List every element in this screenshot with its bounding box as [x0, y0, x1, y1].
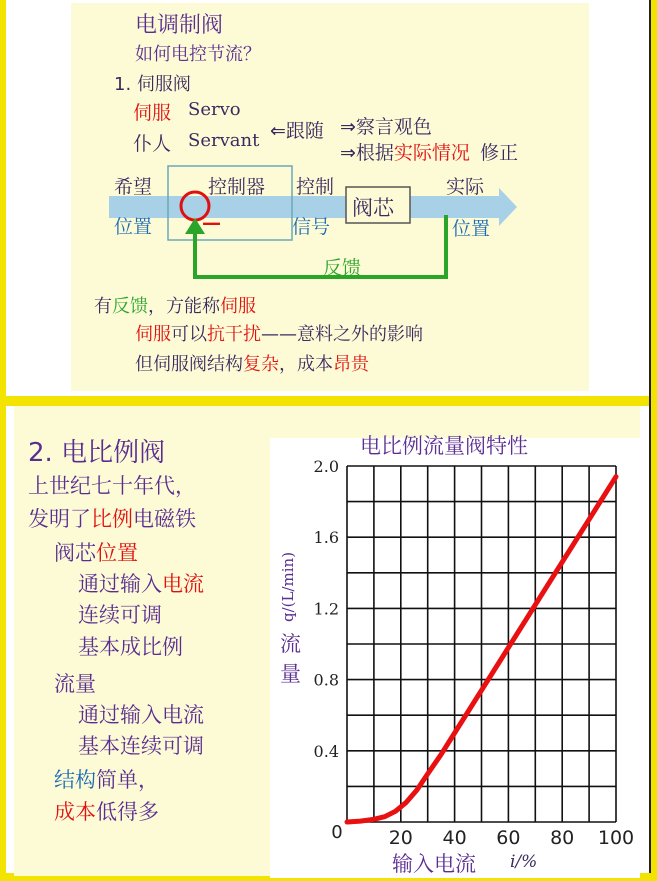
line2-red: 比例	[91, 507, 133, 531]
x-tick-label: 60	[496, 827, 521, 849]
y-label-unit: q/(L/min)	[279, 551, 297, 622]
note3-red: 复杂	[243, 354, 279, 375]
observe-text: ⇒察言观色	[340, 116, 432, 138]
label-signal: 信号	[292, 216, 331, 238]
label-minus: —	[202, 212, 221, 234]
x-label-unit: i/%	[510, 852, 538, 872]
note2-red: 伺服	[135, 324, 171, 345]
origin-label: 0	[331, 822, 343, 843]
section-title: 电调制阀	[135, 13, 224, 38]
spool-pre: 阀芯	[54, 541, 96, 565]
note3-pre: 但伺服阀结构	[135, 354, 243, 375]
struct-post: 简单，	[96, 768, 159, 792]
flow-item-2: 基本连续可调	[78, 734, 204, 758]
s1-pre: 通过输入	[78, 572, 162, 596]
adjust-highlight: 实际情况	[393, 142, 470, 164]
item-servo-valve: 1. 伺服阀	[114, 74, 191, 95]
label-control: 控制	[296, 176, 335, 198]
note3-red2: 昂贵	[333, 354, 369, 375]
servant-en: Servant	[188, 130, 260, 151]
label-actual: 实际	[446, 176, 485, 198]
x-tick-label: 40	[442, 827, 467, 849]
servo-en: Servo	[188, 99, 241, 120]
note2-mid: 可以	[171, 324, 207, 345]
y-tick-label: 0.4	[313, 741, 339, 761]
chart-title: 电比例流量阀特性	[360, 434, 528, 458]
label-desire: 希望	[114, 176, 153, 198]
adjust-pre: ⇒根据	[340, 142, 394, 164]
y-tick-label: 1.2	[313, 599, 339, 619]
flow-item-1: 通过输入电流	[78, 703, 204, 727]
note1-pre: 有	[94, 296, 112, 317]
label-position-out: 位置	[452, 218, 491, 240]
follow-text: ⇐跟随	[270, 120, 324, 142]
label-position-in: 位置	[114, 216, 153, 238]
flow-heading: 流量	[54, 672, 96, 696]
line-seventies: 上世纪七十年代，	[28, 474, 196, 498]
label-feedback: 反馈	[323, 257, 362, 279]
y-label-cn-1: 流	[280, 632, 301, 656]
spool-item-3: 基本成比例	[78, 635, 183, 659]
note1-green: 反馈	[112, 296, 148, 317]
s1-red: 电流	[162, 572, 204, 596]
note1-mid: ，方能称	[148, 296, 220, 317]
spool-red: 位置	[96, 541, 138, 565]
y-tick-label: 2.0	[313, 457, 339, 476]
cost-red: 成本	[54, 800, 96, 824]
adjust-post: 修正	[479, 142, 518, 164]
note2-red2: 抗干扰	[207, 324, 261, 345]
question-text: 如何电控节流？	[135, 44, 261, 65]
line2-pre: 发明了	[28, 507, 91, 531]
x-tick-label: 100	[597, 827, 635, 849]
proportional-heading: 2. 电比例阀	[28, 438, 166, 468]
line2-post: 电磁铁	[133, 507, 196, 531]
x-label: 输入电流	[392, 852, 476, 876]
x-tick-label: 20	[388, 827, 413, 849]
cost-post: 低得多	[96, 800, 159, 824]
y-tick-label: 0.8	[313, 670, 339, 690]
note3-mid: ，成本	[279, 354, 333, 375]
y-tick-label: 1.6	[313, 528, 339, 548]
label-spool: 阀芯	[352, 196, 394, 220]
y-label-cn-2: 量	[280, 662, 301, 686]
struct-blue: 结构	[54, 768, 96, 792]
label-controller: 控制器	[208, 176, 266, 198]
servant-cn: 仆人	[133, 133, 172, 155]
note2-post: ——意料之外的影响	[261, 324, 423, 345]
servo-cn: 伺服	[133, 102, 172, 124]
x-tick-label: 80	[550, 827, 575, 849]
note1-red: 伺服	[220, 296, 256, 317]
spool-item-2: 连续可调	[78, 603, 162, 627]
